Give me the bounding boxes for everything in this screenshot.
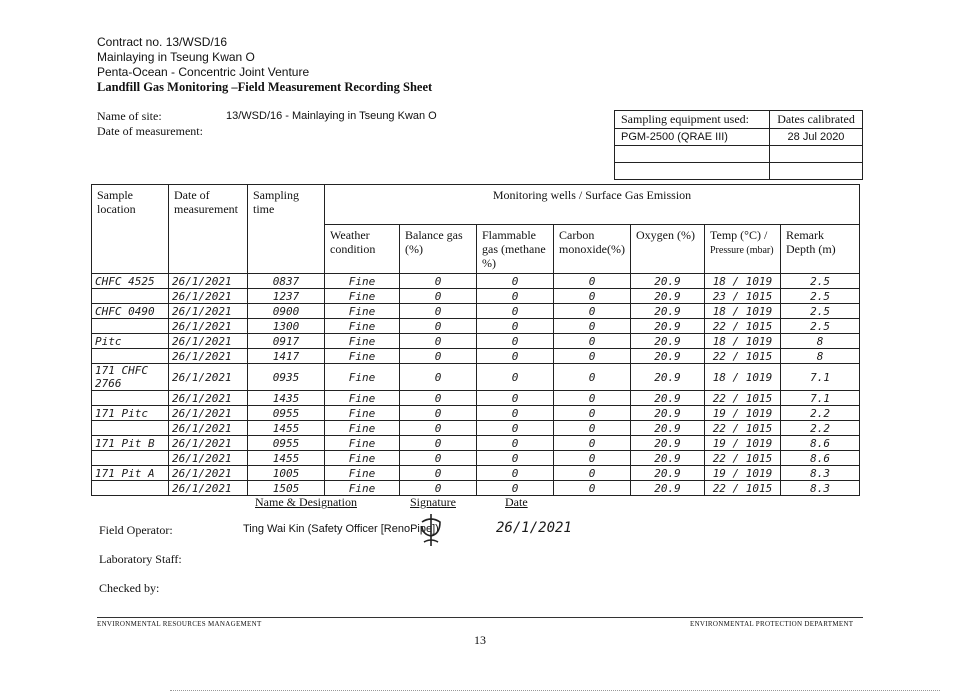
cell-carbon-monoxide: 0: [554, 451, 631, 466]
cell-measurement-date: 26/1/2021: [169, 289, 248, 304]
cell-remark-depth: 8.3: [781, 481, 860, 496]
cell-measurement-date: 26/1/2021: [169, 349, 248, 364]
cell-oxygen: 20.9: [631, 349, 705, 364]
cell-sample-location: [92, 319, 169, 334]
cell-temp-pressure: 19 / 1019: [705, 406, 781, 421]
cell-sample-location: [92, 391, 169, 406]
cell-oxygen: 20.9: [631, 466, 705, 481]
site-name-value: 13/WSD/16 - Mainlaying in Tseung Kwan O: [226, 110, 437, 122]
cell-flammable-gas: 0: [477, 364, 554, 391]
equipment-table: [614, 110, 863, 180]
cell-sampling-time: 1505: [248, 481, 325, 496]
header-pressure: Pressure (mbar): [710, 245, 774, 256]
cell-remark-depth: 8: [781, 334, 860, 349]
cell-sampling-time: 0917: [248, 334, 325, 349]
cell-sample-location: 171 CHFC 2766: [92, 364, 169, 391]
table-row: [92, 289, 860, 304]
cell-sampling-time: 0955: [248, 436, 325, 451]
cell-weather: Fine: [325, 421, 400, 436]
table-row: [92, 436, 860, 451]
cell-carbon-monoxide: 0: [554, 319, 631, 334]
contract-number: Contract no. 13/WSD/16: [97, 35, 228, 49]
cell-sampling-time: 1435: [248, 391, 325, 406]
footer-left: ENVIRONMENTAL RESOURCES MANAGEMENT: [97, 620, 262, 628]
cell-sample-location: 171 Pit B: [92, 436, 169, 451]
cell-measurement-date: 26/1/2021: [169, 451, 248, 466]
footer-right: ENVIRONMENTAL PROTECTION DEPARTMENT: [690, 620, 854, 628]
cell-temp-pressure: 22 / 1015: [705, 481, 781, 496]
equipment-used-label: Sampling equipment used:: [615, 111, 770, 129]
table-row: [92, 304, 860, 319]
measurement-table: [91, 184, 860, 496]
cell-flammable-gas: 0: [477, 304, 554, 319]
cell-weather: Fine: [325, 406, 400, 421]
header-monitoring-group: Monitoring wells / Surface Gas Emission: [325, 185, 860, 225]
cell-oxygen: 20.9: [631, 364, 705, 391]
cell-carbon-monoxide: 0: [554, 289, 631, 304]
cell-oxygen: 20.9: [631, 274, 705, 289]
cell-measurement-date: 26/1/2021: [169, 319, 248, 334]
sheet-title: Landfill Gas Monitoring –Field Measurement Recording Sheet: [97, 80, 433, 94]
operator-signature: [418, 512, 444, 548]
cell-flammable-gas: 0: [477, 274, 554, 289]
table-row: [92, 451, 860, 466]
cell-carbon-monoxide: 0: [554, 334, 631, 349]
cell-flammable-gas: 0: [477, 436, 554, 451]
cell-oxygen: 20.9: [631, 436, 705, 451]
header-weather: Weather condition: [325, 225, 400, 274]
cell-weather: Fine: [325, 274, 400, 289]
cell-remark-depth: 2.2: [781, 406, 860, 421]
calibration-blank-cell: [770, 146, 863, 163]
cell-sampling-time: 1417: [248, 349, 325, 364]
cell-measurement-date: 26/1/2021: [169, 466, 248, 481]
signature-label: Signature: [410, 495, 456, 509]
cell-carbon-monoxide: 0: [554, 421, 631, 436]
cell-weather: Fine: [325, 466, 400, 481]
cell-balance-gas: 0: [400, 466, 477, 481]
cell-balance-gas: 0: [400, 436, 477, 451]
cell-weather: Fine: [325, 349, 400, 364]
name-designation-label: Name & Designation: [255, 495, 357, 509]
field-operator-label: Field Operator:: [99, 523, 173, 537]
cell-weather: Fine: [325, 334, 400, 349]
cell-sample-location: 171 Pitc: [92, 406, 169, 421]
field-operator-name: Ting Wai Kin (Safety Officer [RenoPipe]): [243, 523, 439, 535]
header-temp: Temp (°C) /: [710, 228, 768, 242]
cell-balance-gas: 0: [400, 391, 477, 406]
cell-sample-location: [92, 421, 169, 436]
cell-carbon-monoxide: 0: [554, 406, 631, 421]
cell-temp-pressure: 18 / 1019: [705, 274, 781, 289]
cell-balance-gas: 0: [400, 364, 477, 391]
table-row: [92, 319, 860, 334]
cell-weather: Fine: [325, 391, 400, 406]
cell-remark-depth: 8.6: [781, 436, 860, 451]
cell-flammable-gas: 0: [477, 319, 554, 334]
cell-flammable-gas: 0: [477, 391, 554, 406]
table-row: [92, 466, 860, 481]
table-row: [92, 364, 860, 391]
cell-balance-gas: 0: [400, 274, 477, 289]
cell-balance-gas: 0: [400, 481, 477, 496]
cell-flammable-gas: 0: [477, 349, 554, 364]
measurement-date-label: Date of measurement:: [97, 124, 203, 138]
calibration-blank-cell: [770, 163, 863, 180]
cell-sampling-time: 0900: [248, 304, 325, 319]
site-name-label: Name of site:: [97, 109, 162, 123]
cell-carbon-monoxide: 0: [554, 391, 631, 406]
cell-temp-pressure: 19 / 1019: [705, 466, 781, 481]
cell-sample-location: [92, 349, 169, 364]
cell-balance-gas: 0: [400, 319, 477, 334]
cell-oxygen: 20.9: [631, 481, 705, 496]
cell-sample-location: [92, 451, 169, 466]
cell-temp-pressure: 22 / 1015: [705, 319, 781, 334]
cell-balance-gas: 0: [400, 289, 477, 304]
cell-oxygen: 20.9: [631, 304, 705, 319]
equipment-used-value: PGM-2500 (QRAE III): [615, 129, 770, 146]
cell-remark-depth: 7.1: [781, 391, 860, 406]
cell-sample-location: 171 Pit A: [92, 466, 169, 481]
cell-weather: Fine: [325, 319, 400, 334]
cell-oxygen: 20.9: [631, 406, 705, 421]
table-row: [92, 334, 860, 349]
header-measurement-date: Date of measurement: [169, 185, 248, 274]
cell-sample-location: [92, 289, 169, 304]
cell-flammable-gas: 0: [477, 451, 554, 466]
cell-weather: Fine: [325, 436, 400, 451]
measurement-rows: [92, 274, 860, 496]
cell-measurement-date: 26/1/2021: [169, 436, 248, 451]
cell-balance-gas: 0: [400, 421, 477, 436]
cell-balance-gas: 0: [400, 406, 477, 421]
cell-measurement-date: 26/1/2021: [169, 421, 248, 436]
cell-temp-pressure: 18 / 1019: [705, 334, 781, 349]
cell-remark-depth: 8.3: [781, 466, 860, 481]
equipment-blank-cell: [615, 146, 770, 163]
cell-sample-location: [92, 481, 169, 496]
cell-temp-pressure: 22 / 1015: [705, 349, 781, 364]
cell-oxygen: 20.9: [631, 451, 705, 466]
cell-oxygen: 20.9: [631, 319, 705, 334]
field-operator-date: 26/1/2021: [496, 520, 572, 536]
table-row: [92, 274, 860, 289]
cell-balance-gas: 0: [400, 334, 477, 349]
header-remark-depth: Remark Depth (m): [781, 225, 860, 274]
cell-remark-depth: 8: [781, 349, 860, 364]
cell-oxygen: 20.9: [631, 421, 705, 436]
cell-sample-location: Pitc: [92, 334, 169, 349]
cell-weather: Fine: [325, 304, 400, 319]
cell-sample-location: CHFC 4525: [92, 274, 169, 289]
cell-flammable-gas: 0: [477, 466, 554, 481]
cell-sampling-time: 1237: [248, 289, 325, 304]
cell-temp-pressure: 22 / 1015: [705, 391, 781, 406]
header-oxygen: Oxygen (%): [631, 225, 705, 274]
equipment-blank-cell: [615, 163, 770, 180]
table-row: [92, 349, 860, 364]
cell-oxygen: 20.9: [631, 289, 705, 304]
table-row: [92, 406, 860, 421]
table-row: [92, 481, 860, 496]
cell-remark-depth: 2.5: [781, 274, 860, 289]
cell-measurement-date: 26/1/2021: [169, 304, 248, 319]
laboratory-staff-label: Laboratory Staff:: [99, 552, 182, 566]
calibration-date-value: 28 Jul 2020: [770, 129, 863, 146]
cell-balance-gas: 0: [400, 304, 477, 319]
cell-temp-pressure: 19 / 1019: [705, 436, 781, 451]
cell-balance-gas: 0: [400, 349, 477, 364]
cell-flammable-gas: 0: [477, 289, 554, 304]
cell-temp-pressure: 18 / 1019: [705, 364, 781, 391]
cell-sampling-time: 1455: [248, 421, 325, 436]
cell-temp-pressure: 18 / 1019: [705, 304, 781, 319]
footer-divider: [97, 617, 863, 618]
scan-edge-artifact: [170, 690, 940, 691]
cell-remark-depth: 2.5: [781, 319, 860, 334]
cell-sampling-time: 1300: [248, 319, 325, 334]
cell-temp-pressure: 22 / 1015: [705, 421, 781, 436]
cell-temp-pressure: 23 / 1015: [705, 289, 781, 304]
project-name: Mainlaying in Tseung Kwan O: [97, 50, 255, 64]
cell-remark-depth: 8.6: [781, 451, 860, 466]
cell-carbon-monoxide: 0: [554, 349, 631, 364]
cell-sampling-time: 1455: [248, 451, 325, 466]
cell-sampling-time: 0837: [248, 274, 325, 289]
cell-sample-location: CHFC 0490: [92, 304, 169, 319]
table-row: [92, 421, 860, 436]
cell-weather: Fine: [325, 364, 400, 391]
cell-flammable-gas: 0: [477, 334, 554, 349]
cell-oxygen: 20.9: [631, 391, 705, 406]
header-carbon-monoxide: Carbon monoxide(%): [554, 225, 631, 274]
cell-weather: Fine: [325, 289, 400, 304]
cell-weather: Fine: [325, 451, 400, 466]
cell-remark-depth: 2.5: [781, 289, 860, 304]
cell-carbon-monoxide: 0: [554, 466, 631, 481]
cell-temp-pressure: 22 / 1015: [705, 451, 781, 466]
cell-measurement-date: 26/1/2021: [169, 406, 248, 421]
cell-measurement-date: 26/1/2021: [169, 391, 248, 406]
checked-by-label: Checked by:: [99, 581, 160, 595]
cell-flammable-gas: 0: [477, 406, 554, 421]
cell-measurement-date: 26/1/2021: [169, 481, 248, 496]
page-number: 13: [474, 633, 486, 647]
header-temp-pressure: [705, 225, 781, 274]
cell-remark-depth: 7.1: [781, 364, 860, 391]
cell-remark-depth: 2.5: [781, 304, 860, 319]
cell-carbon-monoxide: 0: [554, 436, 631, 451]
cell-carbon-monoxide: 0: [554, 304, 631, 319]
cell-measurement-date: 26/1/2021: [169, 364, 248, 391]
cell-balance-gas: 0: [400, 451, 477, 466]
cell-remark-depth: 2.2: [781, 421, 860, 436]
header-balance-gas: Balance gas (%): [400, 225, 477, 274]
cell-sampling-time: 0955: [248, 406, 325, 421]
date-label: Date: [505, 495, 528, 509]
table-row: [92, 391, 860, 406]
cell-weather: Fine: [325, 481, 400, 496]
cell-carbon-monoxide: 0: [554, 364, 631, 391]
cell-flammable-gas: 0: [477, 421, 554, 436]
header-flammable-gas: Flammable gas (methane %): [477, 225, 554, 274]
header-sampling-time: Sampling time: [248, 185, 325, 274]
cell-sampling-time: 0935: [248, 364, 325, 391]
header-sample-location: Sample location: [92, 185, 169, 274]
cell-measurement-date: 26/1/2021: [169, 334, 248, 349]
calibration-label: Dates calibrated: [770, 111, 863, 129]
cell-carbon-monoxide: 0: [554, 274, 631, 289]
cell-flammable-gas: 0: [477, 481, 554, 496]
contractor-name: Penta-Ocean - Concentric Joint Venture: [97, 65, 310, 79]
cell-measurement-date: 26/1/2021: [169, 274, 248, 289]
cell-sampling-time: 1005: [248, 466, 325, 481]
cell-oxygen: 20.9: [631, 334, 705, 349]
cell-carbon-monoxide: 0: [554, 481, 631, 496]
